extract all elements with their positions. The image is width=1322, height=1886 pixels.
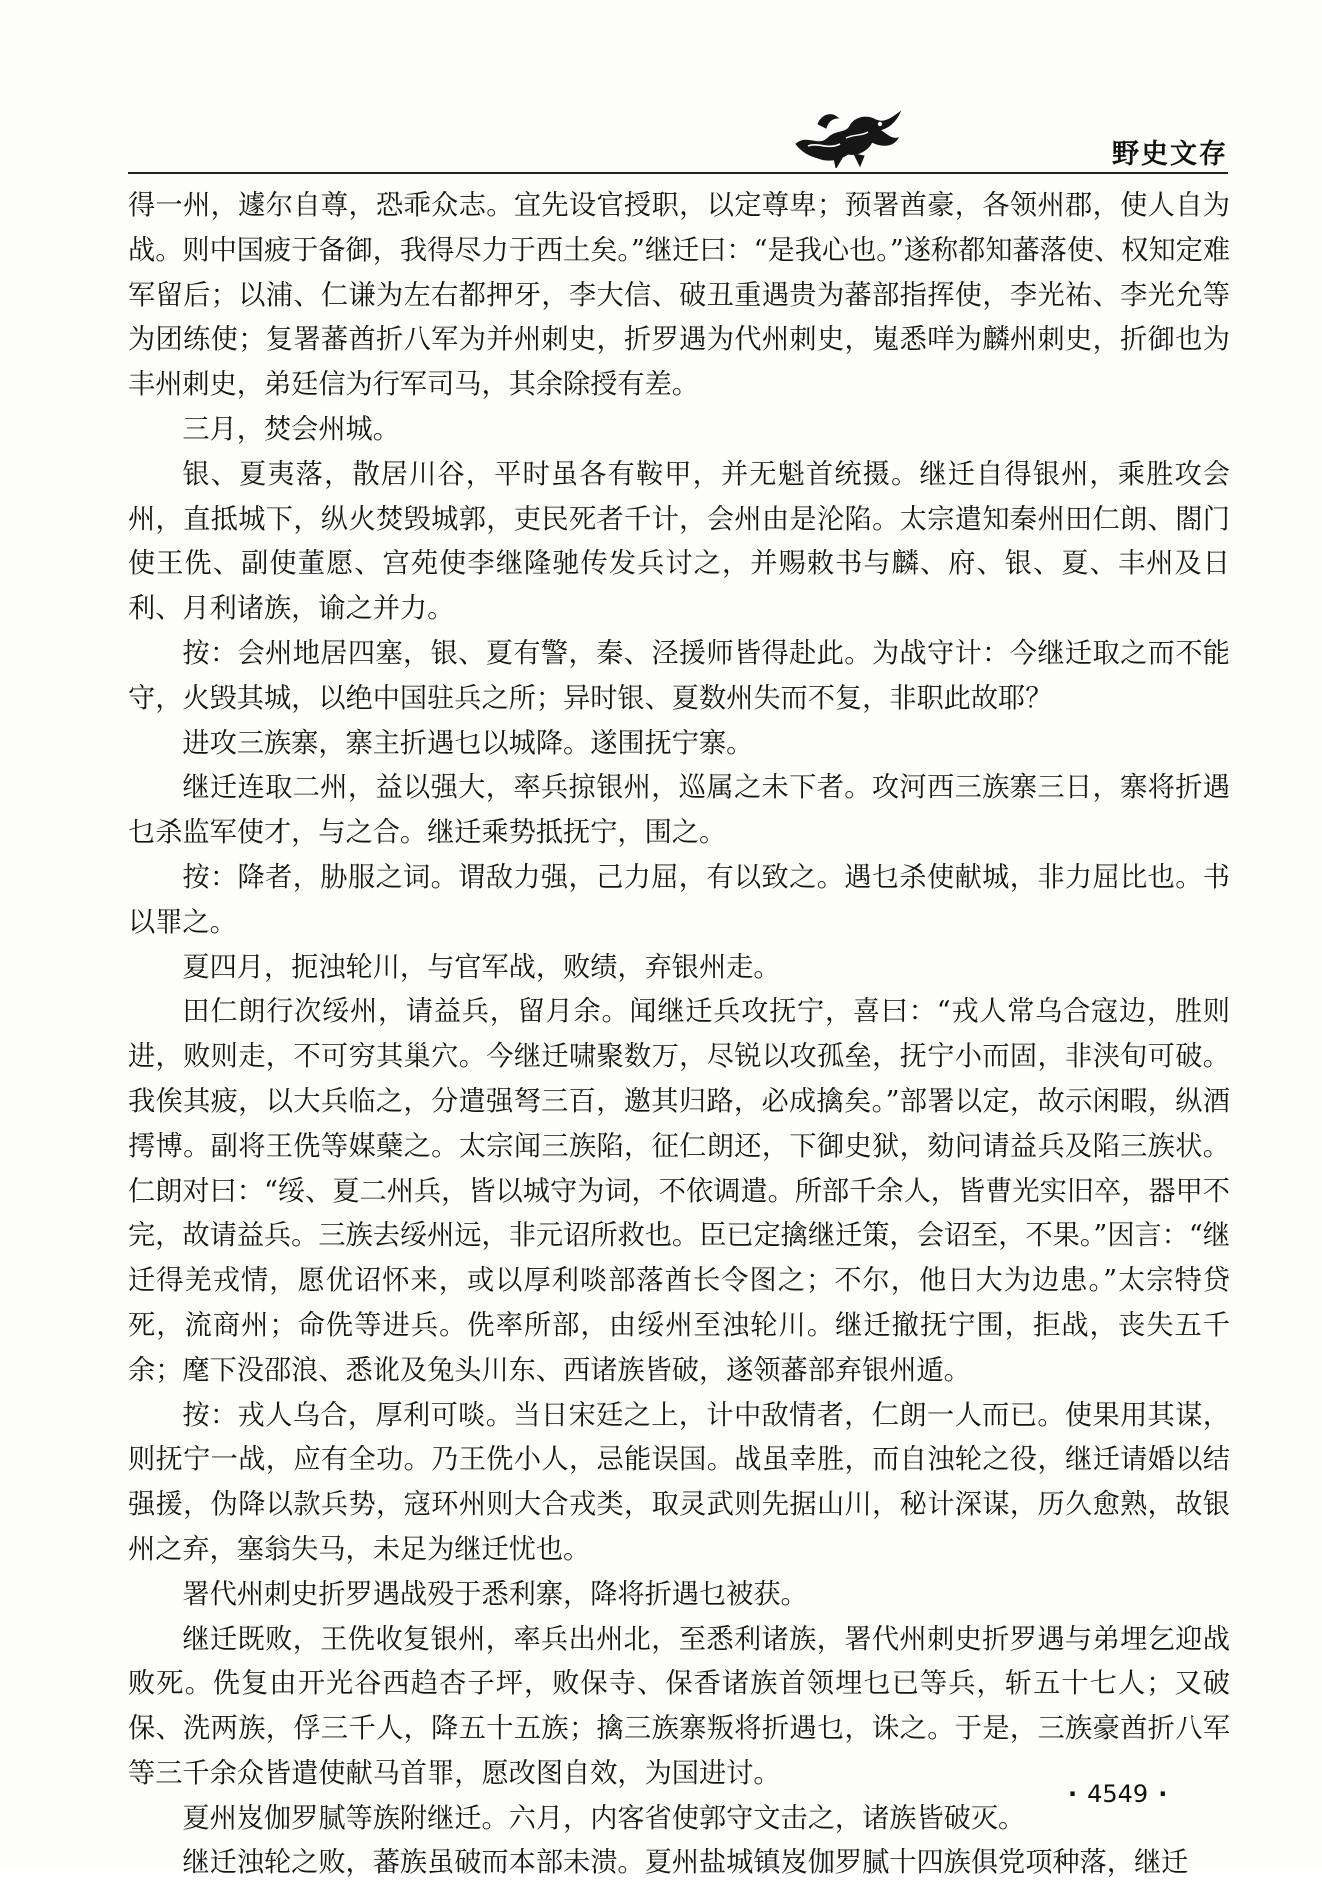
paragraph: 署代州刺史折罗遇战殁于悉利寨，降将折遇乜被获。	[182, 1578, 808, 1610]
paragraph: 银、夏夷落，散居川谷，平时虽各有鞍甲，并无魁首统摄。继迁自得银州，乘胜攻会州，直抵城下，纵火焚毁城郭，吏民死者千计，会州由是沦陷。太宗遣知秦州田仁朗、閤门使王侁、副使董愿、宫苑使李继隆驰传发兵讨之，并赐敕书与麟、府、银、夏、丰州及日利、月利诸族，谕之并力。	[128, 458, 1230, 625]
series-title: 野史文存	[1112, 139, 1228, 170]
paragraph: 田仁朗行次绥州，请益兵，留月余。闻继迁兵攻抚宁，喜曰：“戎人常乌合寇边，胜则进，败则走，不可穷其巢穴。今继迁啸聚数万，尽锐以攻孤垒，抚宁小而固，非浃旬可破。我俟其疲，以大兵临之，分遣强弩三百，邀其归路，必成擒矣。”部署以定，故示闲暇，纵酒摴博。副将王侁等媒蘖之。太宗闻三族陷，征仁朗还，下御史狱，劾问请益兵及陷三族状。仁朗对曰：“绥、夏二州兵，皆以城守为词，不依调遣。所部千余人，皆曹光实旧卒，器甲不完，故请益兵。三族去绥州远，非元诏所救也。臣已定擒继迁策，会诏至，不果。”因言：“继迁得羌戎情，愿优诏怀来，或以厚利啖部落酋长令图之；不尔，他日大为边患。”太宗特贷死，流商州；命侁等进兵。侁率所部，由绥州至浊轮川。继迁撤抚宁围，拒战，丧失五千余；麾下没邵浪、悉讹及兔头川东、西诸族皆破，遂领蕃部弃银州遁。	[128, 996, 1230, 1386]
paragraph: 继迁连取二州，益以强大，率兵掠银州，巡属之未下者。攻河西三族寨三日，寨将折遇乜杀监军使才，与之合。继迁乘势抵抚宁，围之。	[128, 772, 1230, 849]
paragraph: 继迁既败，王侁收复银州，率兵出州北，至悉利诸族，署代州刺史折罗遇与弟埋乞迎战败死。侁复由开光谷西趋杏子坪，败保寺、保香诸族首领埋乜已等兵，斩五十七人；又破保、洗两族，俘三千人，降五十五族；擒三族寨叛将折遇乜，诛之。于是，三族豪酋折八军等三千余众皆遣使献马首罪，愿改图自效，为国进讨。	[128, 1623, 1230, 1789]
paragraph: 夏四月，扼浊轮川，与官军战，败绩，弃银州走。	[182, 951, 781, 983]
paragraph: 进攻三族寨，寨主折遇乜以城降。遂围抚宁寨。	[182, 727, 754, 759]
paragraph: 夏州岌伽罗腻等族附继迁。六月，内客省使郭守文击之，诸族皆破灭。	[182, 1802, 1026, 1834]
running-header	[128, 104, 1228, 174]
paragraph: 按：降者，胁服之词。谓敌力强，己力屈，有以致之。遇乜杀使献城，非力屈比也。书以罪之。	[128, 861, 1230, 938]
body-text	[128, 184, 1230, 1886]
header-divider	[128, 172, 1228, 174]
dragon-emblem-icon	[788, 104, 908, 168]
page-number-value: 4549	[1087, 1780, 1149, 1808]
paragraph: 得一州，遽尔自尊，恐乖众志。宜先设官授职，以定尊卑；预署酋豪，各领州郡，使人自为战。则中国疲于备御，我得尽力于西土矣。”继迁曰：“是我心也。”遂称都知蕃落使、权知定难军留后；以浦、仁谦为左右都押牙，李大信、破丑重遇贵为蕃部指挥使，李光祐、李光允等为团练使；复署蕃酋折八军为并州刺史，折罗遇为代州刺史，嵬悉咩为麟州刺史，折御也为丰州刺史，弟廷信为行军司马，其余除授有差。	[128, 190, 1231, 401]
paragraph: 按：戎人乌合，厚利可啖。当日宋廷之上，计中敌情者，仁朗一人而已。使果用其谋，则抚宁一战，应有全功。乃王侁小人，忌能误国。战虽幸胜，而自浊轮之役，继迁请婚以结强援，伪降以款兵势，寇环州则大合戎类，取灵武则先据山川，秘计深谋，历久愈熟，故银州之弃，塞翁失马，未足为继迁忧也。	[128, 1399, 1230, 1565]
paragraph: 三月，焚会州城。	[182, 413, 400, 445]
paragraph: 继迁浊轮之败，蕃族虽破而本部未溃。夏州盐城镇岌伽罗腻十四族俱党项种落，继迁	[182, 1847, 1189, 1879]
paragraph: 按：会州地居四塞，银、夏有警，秦、泾援师皆得赴此。为战守计：今继迁取之而不能守，火毁其城，以绝中国驻兵之所；异时银、夏数州失而不复，非职此故耶？	[128, 637, 1230, 714]
page-number: · 4549 ·	[1068, 1780, 1168, 1808]
